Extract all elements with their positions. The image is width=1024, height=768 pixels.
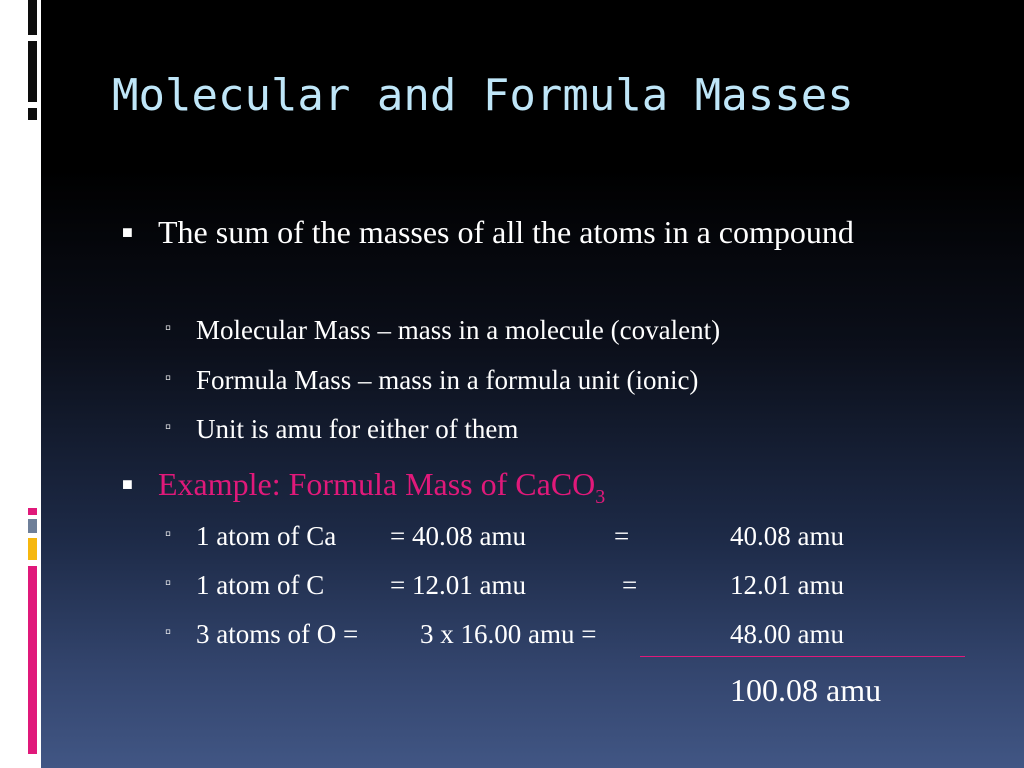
hollow-square-bullet-icon: ▫ (165, 622, 172, 641)
bullet-sub (165, 314, 721, 346)
bullet-sub (165, 364, 699, 396)
bullet-text: Formula Mass – mass in a formula unit (ionic) (196, 365, 699, 395)
hollow-square-bullet-icon: ▫ (165, 524, 172, 543)
decor-bar (28, 508, 37, 515)
decor-bar (28, 566, 37, 754)
decor-bar (28, 538, 37, 560)
decor-bar (28, 41, 37, 102)
bullet-text: The sum of the masses of all the atoms in a compound (158, 214, 854, 250)
hollow-square-bullet-icon: ▫ (165, 318, 172, 337)
bullet-main-example (122, 462, 898, 511)
calc-expr: = 40.08 amu (390, 521, 526, 551)
calc-row (165, 569, 844, 601)
bullet-text: Unit is amu for either of them (196, 414, 519, 444)
calc-eq: = (622, 570, 638, 600)
subscript-3: 3 (595, 486, 606, 508)
hollow-square-bullet-icon: ▫ (165, 368, 172, 387)
calc-row (165, 618, 844, 650)
hollow-square-bullet-icon: ▫ (165, 417, 172, 436)
calc-result: 48.00 amu (730, 619, 844, 649)
calc-expr: = 12.01 amu (390, 570, 526, 600)
calc-eq: = (614, 521, 630, 551)
bullet-text: Molecular Mass – mass in a molecule (covalent) (196, 315, 721, 345)
calc-label: 1 atom of Ca (196, 521, 337, 551)
decor-bar (28, 108, 37, 120)
hollow-square-bullet-icon: ▫ (165, 573, 172, 592)
bullet-main (122, 210, 898, 254)
bullet-sub (165, 413, 519, 445)
square-bullet-icon: ■ (122, 474, 133, 494)
calc-row (165, 520, 844, 552)
calc-label: 1 atom of C (196, 570, 325, 600)
calc-label: 3 atoms of O = (196, 619, 359, 649)
left-decor-strip (0, 0, 41, 768)
calc-result: 12.01 amu (730, 570, 844, 600)
total-mass: 100.08 amu (730, 672, 882, 708)
decor-bar (28, 0, 37, 35)
bullet-text: Example: Formula Mass of CaCO (158, 466, 596, 502)
square-bullet-icon: ■ (122, 222, 133, 242)
calc-result: 40.08 amu (730, 521, 844, 551)
decor-bar (28, 519, 37, 533)
sum-underline (640, 656, 965, 657)
calc-expr: 3 x 16.00 amu = (420, 619, 597, 649)
slide-title: Molecular and Formula Masses (112, 70, 854, 121)
